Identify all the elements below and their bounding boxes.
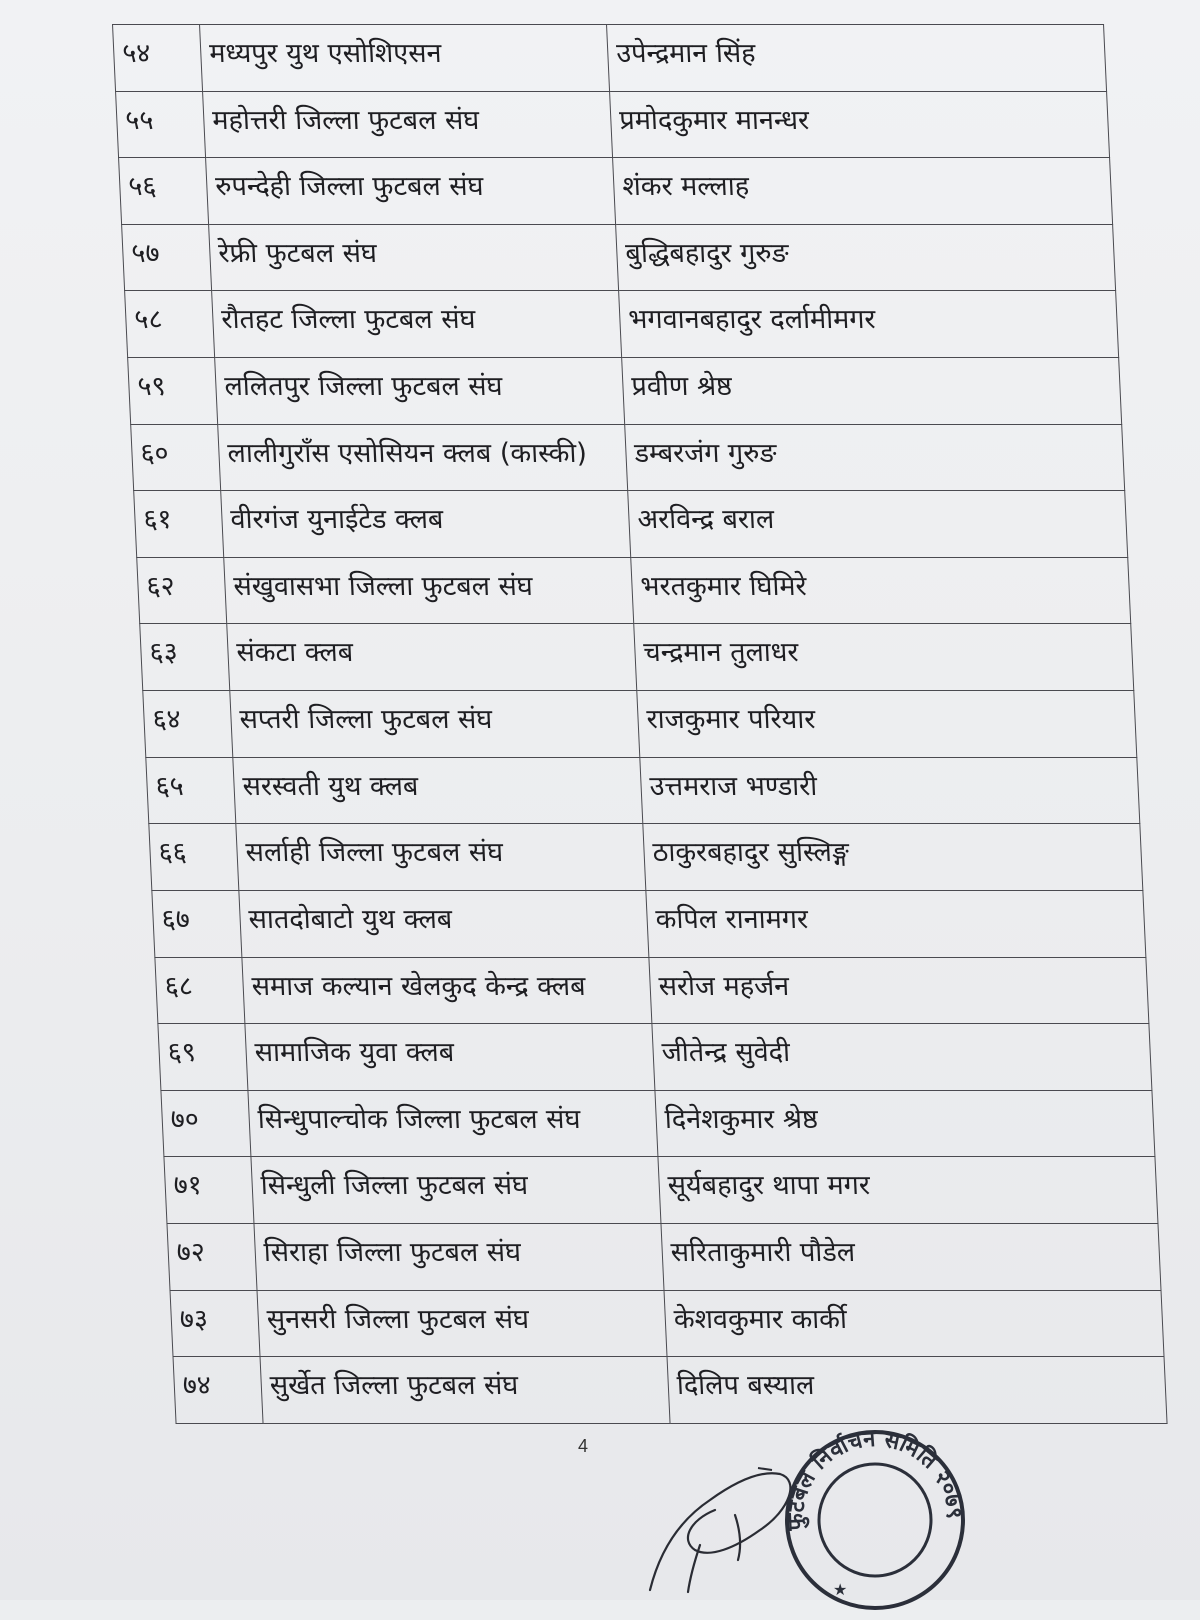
club-name-cell: सरस्वती युथ क्लब [233,757,643,824]
representative-name-cell: ठाकुरबहादुर सुस्लिङ्ग [643,824,1143,891]
representative-name-cell: सरिताकुमारी पौडेल [661,1223,1161,1290]
representative-name-cell: शंकर मल्लाह [613,158,1113,225]
representative-name-cell: भगवानबहादुर दर्लामीमगर [619,291,1119,358]
representative-name-cell: प्रवीण श्रेष्ठ [622,358,1122,425]
table-row [113,25,1107,92]
serial-number-cell: ६८ [155,957,245,1024]
representative-name-cell: बुद्धिबहादुर गुरुङ [616,224,1116,291]
representative-name-cell: प्रमोदकुमार मानन्धर [610,91,1110,158]
club-name-cell: महोत्तरी जिल्ला फुटबल संघ [203,91,613,158]
representative-name-cell: डम्बरजंग गुरुङ [625,424,1125,491]
roster-table-body [113,25,1168,1424]
club-name-cell: सिराहा जिल्ला फुटबल संघ [254,1223,664,1290]
serial-number-cell: ५८ [125,291,215,358]
serial-number-cell: ६३ [140,624,230,691]
table-row [164,1157,1158,1224]
club-name-cell: समाज कल्यान खेलकुद केन्द्र क्लब [242,957,652,1024]
serial-number-cell: ५४ [113,25,203,92]
svg-text:फुटबल निर्वाचन समिति २०७९ [784,1427,967,1532]
table-row [128,358,1122,425]
serial-number-cell: ६७ [152,890,242,957]
table-row [137,557,1131,624]
serial-number-cell: ७१ [164,1157,254,1224]
serial-number-cell: ६९ [158,1024,248,1091]
club-name-cell: सिन्धुपाल्चोक जिल्ला फुटबल संघ [248,1090,658,1157]
representative-name-cell: सरोज महर्जन [649,957,1149,1024]
representative-name-cell: जीतेन्द्र सुवेदी [652,1024,1152,1091]
representative-name-cell: दिनेशकुमार श्रेष्ठ [655,1090,1155,1157]
club-name-cell: सिन्धुली जिल्ला फुटबल संघ [251,1157,661,1224]
table-row [125,291,1119,358]
table-row [116,91,1110,158]
serial-number-cell: ६५ [146,757,236,824]
page-number: 4 [578,1436,589,1456]
election-committee-stamp [775,1420,975,1620]
representative-name-cell: उपेन्द्रमान सिंह [607,25,1107,92]
representative-name-cell: केशवकुमार कार्की [664,1290,1164,1357]
representative-name-cell: चन्द्रमान तुलाधर [634,624,1134,691]
table-row [131,424,1125,491]
table-row [122,224,1116,291]
table-row [140,624,1134,691]
svg-text:★: ★ [833,1580,848,1599]
table-row [167,1223,1161,1290]
table-row [161,1090,1155,1157]
club-name-cell: सातदोबाटो युथ क्लब [239,890,649,957]
representative-name-cell: दिलिप बस्याल [667,1357,1167,1424]
table-row [143,691,1137,758]
serial-number-cell: ५६ [119,158,209,225]
serial-number-cell: ५५ [116,91,206,158]
club-name-cell: मध्यपुर युथ एसोशिएसन [200,25,610,92]
club-name-cell: रौतहट जिल्ला फुटबल संघ [212,291,622,358]
table-row [155,957,1149,1024]
club-name-cell: सर्लाही जिल्ला फुटबल संघ [236,824,646,891]
table-row [149,824,1143,891]
club-name-cell: ललितपुर जिल्ला फुटबल संघ [215,358,625,425]
table-row [134,491,1128,558]
stamp-text: फुटबल निर्वाचन समिति २०७९ [783,1426,967,1531]
club-name-cell: रुपन्देही जिल्ला फुटबल संघ [206,158,616,225]
club-name-cell: वीरगंज युनाईटेड क्लब [221,491,631,558]
club-name-cell: सप्तरी जिल्ला फुटबल संघ [230,691,640,758]
serial-number-cell: ७३ [170,1290,260,1357]
table-row [158,1024,1152,1091]
representative-name-cell: राजकुमार परियार [637,691,1137,758]
serial-number-cell: ७४ [173,1357,263,1424]
representative-name-cell: कपिल रानामगर [646,890,1146,957]
serial-number-cell: ६४ [143,691,233,758]
table-row [146,757,1140,824]
serial-number-cell: ६२ [137,557,227,624]
serial-number-cell: ५९ [128,358,218,425]
representative-name-cell: अरविन्द्र बराल [628,491,1128,558]
club-name-cell: सामाजिक युवा क्लब [245,1024,655,1091]
representative-name-cell: उत्तमराज भण्डारी [640,757,1140,824]
table-row [173,1357,1167,1424]
club-name-cell: सुर्खेत जिल्ला फुटबल संघ [260,1357,670,1424]
club-name-cell: संकटा क्लब [227,624,637,691]
club-name-cell: रेफ्री फुटबल संघ [209,224,619,291]
representative-name-cell: भरतकुमार घिमिरे [631,557,1131,624]
serial-number-cell: ७२ [167,1223,257,1290]
serial-number-cell: ७० [161,1090,251,1157]
club-name-cell: सुनसरी जिल्ला फुटबल संघ [257,1290,667,1357]
roster-table [112,24,1168,1424]
representative-name-cell: सूर्यबहादुर थापा मगर [658,1157,1158,1224]
club-name-cell: संखुवासभा जिल्ला फुटबल संघ [224,557,634,624]
serial-number-cell: ६१ [134,491,224,558]
club-name-cell: लालीगुराँस एसोसियन क्लब (कास्की) [218,424,628,491]
table-row [119,158,1113,225]
serial-number-cell: ६० [131,424,221,491]
table-row [170,1290,1164,1357]
roster-table-wrapper [112,24,1176,1424]
serial-number-cell: ५७ [122,224,212,291]
serial-number-cell: ६६ [149,824,239,891]
table-row [152,890,1146,957]
